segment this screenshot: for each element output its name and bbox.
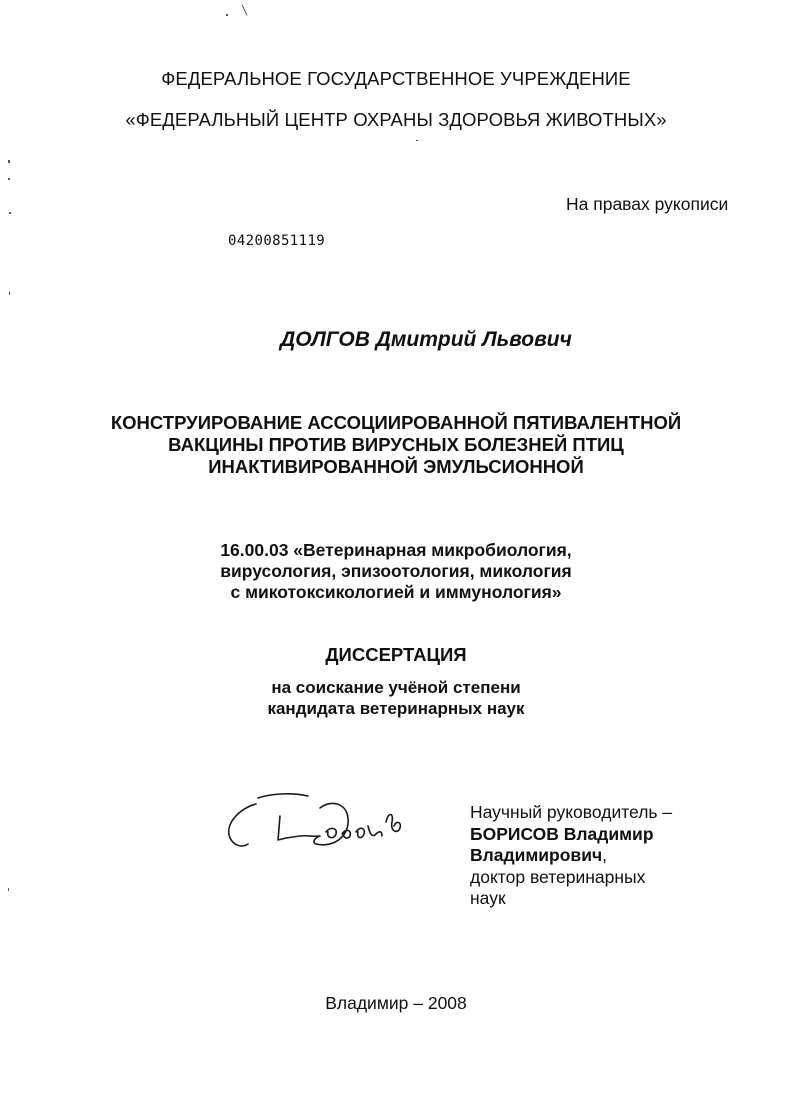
degree-line: кандидата ветеринарных наук (267, 699, 525, 718)
supervisor-name-comma: , (602, 845, 607, 865)
registration-code: 04200851119 (228, 233, 326, 249)
scan-mark (416, 140, 418, 141)
scan-mark (8, 888, 9, 891)
scientific-supervisor (470, 802, 750, 910)
supervisor-name-line-2: Владимирович (470, 845, 603, 865)
supervisor-degree-line-2: наук (470, 888, 506, 908)
specialty-line: с микотоксикологией и иммунология» (230, 582, 562, 602)
supervisor-role: Научный руководитель – (470, 802, 673, 822)
scan-mark (8, 178, 10, 180)
manuscript-rights-note: На правах рукописи (566, 194, 729, 214)
organization-line-1: ФЕДЕРАЛЬНОЕ ГОСУДАРСТВЕННОЕ УЧРЕЖДЕНИЕ (161, 68, 631, 89)
author-name: ДОЛГОВ Дмитрий Львович (280, 328, 572, 351)
organization-line-2: «ФЕДЕРАЛЬНЫЙ ЦЕНТР ОХРАНЫ ЗДОРОВЬЯ ЖИВОТНЫХ» (125, 109, 667, 130)
title-line: ИНАКТИВИРОВАННОЙ ЭМУЛЬСИОННОЙ (208, 456, 584, 477)
supervisor-degree-line-1: доктор ветеринарных (470, 866, 646, 887)
specialty-line: вирусология, эпизоотология, микология (220, 561, 572, 581)
degree-line: на соискание учёной степени (271, 678, 521, 697)
dissertation-title (0, 412, 792, 478)
scan-mark (9, 212, 11, 214)
scan-mark (242, 4, 248, 15)
scan-mark (9, 292, 10, 295)
scan-mark (226, 14, 228, 16)
degree-info (0, 677, 792, 719)
supervisor-name-line-1: БОРИСОВ Владимир (470, 823, 654, 844)
city-year: Владимир – 2008 (325, 993, 467, 1013)
title-line: КОНСТРУИРОВАНИЕ АССОЦИИРОВАННОЙ ПЯТИВАЛЕНТНОЙ (110, 412, 682, 433)
specialty-line: 16.00.03 «Ветеринарная микробиология, (220, 540, 572, 560)
specialty (0, 540, 792, 603)
scan-mark (8, 160, 10, 163)
document-type: ДИССЕРТАЦИЯ (325, 644, 467, 665)
handwritten-signature (222, 782, 422, 854)
title-line: ВАКЦИНЫ ПРОТИВ ВИРУСНЫХ БОЛЕЗНЕЙ ПТИЦ (168, 434, 624, 455)
